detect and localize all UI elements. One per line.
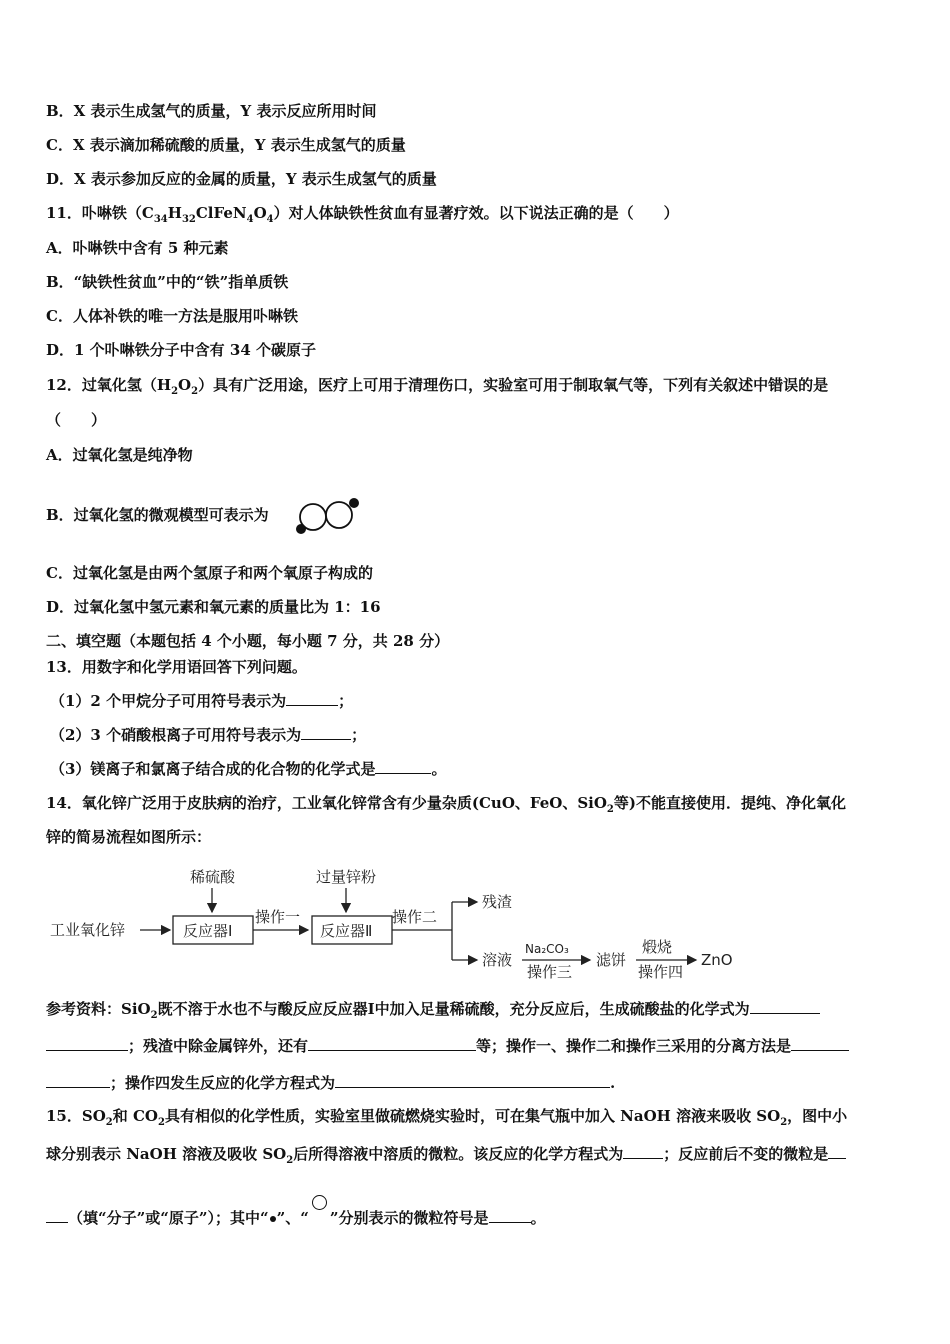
q14-blank-4[interactable] <box>335 1072 610 1088</box>
q14-line3-a: ；操作四发生反应的化学方程式为 <box>110 1074 336 1092</box>
q13-part2 <box>50 724 366 745</box>
q10-option-b: B．X 表示生成氢气的质量，Y 表示反应所用时间 <box>46 102 377 120</box>
q11-option-c: C．人体补铁的唯一方法是服用卟啉铁 <box>46 307 298 325</box>
q13-part2-text: （2）3 个硝酸根离子可用符号表示为 <box>50 726 302 744</box>
q14-stem-sub: 2 <box>606 804 614 815</box>
q11-sub-h: 32 <box>181 214 196 225</box>
hydrogen-atom-right <box>349 498 359 508</box>
reactor-1-label: 反应器Ⅰ <box>183 922 233 940</box>
q11-sub-c: 34 <box>153 214 168 225</box>
q12-option-c: C．过氧化氢是由两个氢原子和两个氧原子构成的 <box>46 564 373 582</box>
flow-start-label: 工业氧化锌 <box>50 921 126 939</box>
q14-stem-pre: 14．氧化锌广泛用于皮肤病的治疗，工业氧化锌常含有少量杂质(CuO、FeO、SiO <box>46 794 607 812</box>
q14-ref-sub: 2 <box>150 1010 158 1021</box>
q13-stem: 13．用数字和化学用语回答下列问题。 <box>46 658 307 676</box>
flow-calcine-label: 煅烧 <box>642 938 673 956</box>
q14-line2 <box>46 1035 849 1056</box>
q15-blank-1[interactable] <box>623 1143 663 1159</box>
section-title: 二、填空题（本题包括 4 个小题，每小题 7 分，共 28 分） <box>46 632 450 650</box>
q15-s1: 15．SO <box>46 1107 106 1125</box>
q11-stem-mid: ClFeN <box>195 204 247 222</box>
q12-stem-o: O <box>178 376 192 394</box>
flow-reagent-label: Na₂CO₃ <box>525 942 569 956</box>
q15-blank-3[interactable] <box>489 1207 531 1223</box>
q13-part2-blank[interactable] <box>301 724 351 740</box>
q14-line3-end: . <box>610 1074 616 1092</box>
q15-line3-end: 。 <box>530 1209 546 1227</box>
q11-stem-h: H <box>167 204 182 222</box>
q15-s3: 具有相似的化学性质，实验室里做硫燃烧实验时，可在集气瓶中加入 NaOH 溶液来吸收 SO <box>164 1107 781 1125</box>
flow-cake-label: 滤饼 <box>596 951 627 969</box>
q15-s4: ，图中小 <box>787 1107 848 1125</box>
q15-s3-sub: 2 <box>780 1117 788 1128</box>
q14-blank-1a[interactable] <box>750 998 820 1014</box>
flow-residue-label: 残渣 <box>482 893 513 911</box>
q11-sub-o: 4 <box>266 214 274 225</box>
q13-part1 <box>50 690 353 711</box>
q11-stem-post: ）对人体缺铁性贫血有显著疗效。以下说法正确的是（ ） <box>273 204 679 222</box>
q14-stem-post: 等)不能直接使用．提纯、净化氧化 <box>613 794 846 812</box>
hydrogen-atom-left <box>296 524 306 534</box>
q15-line3-b: ”、“ <box>276 1209 309 1227</box>
q12-option-d: D．过氧化氢中氢元素和氧元素的质量比为 1：16 <box>46 598 381 616</box>
q15-s1-sub: 2 <box>105 1117 113 1128</box>
q12-sub-o: 2 <box>191 386 199 397</box>
q14-line3 <box>46 1072 615 1093</box>
q15-line2-sub: 2 <box>286 1155 294 1166</box>
q12-option-a: A．过氧化氢是纯净物 <box>46 446 193 464</box>
q13-part2-end: ； <box>351 726 367 744</box>
q13-part1-blank[interactable] <box>286 690 338 706</box>
q13-part3-end: 。 <box>431 760 447 778</box>
h2o2-molecule-model <box>292 494 362 536</box>
q14-blank-3a[interactable] <box>791 1035 849 1051</box>
flow-solution-label: 溶液 <box>482 951 513 969</box>
q14-line2-a: ；残渣中除金属锌外，还有 <box>128 1037 309 1055</box>
q15-line2-a: 球分别表示 NaOH 溶液及吸收 SO <box>46 1145 287 1163</box>
q12-option-b: B．过氧化氢的微观模型可表示为 <box>46 506 269 524</box>
flow-acid-label: 稀硫酸 <box>190 868 236 886</box>
q12-stem-line2: （ ） <box>46 411 107 429</box>
q15-line2-c: ；反应前后不变的微粒是 <box>663 1145 829 1163</box>
q12-stem <box>46 375 828 402</box>
q15-stem <box>46 1106 847 1133</box>
q10-option-d: D．X 表示参加反应的金属的质量，Y 表示生成氢气的质量 <box>46 170 437 188</box>
flow-op4-label: 操作四 <box>638 963 684 981</box>
q15-s2-sub: 2 <box>157 1117 165 1128</box>
q13-part3-blank[interactable] <box>375 758 431 774</box>
flow-zinc-label: 过量锌粉 <box>316 868 377 886</box>
q11-sub-n: 4 <box>246 214 254 225</box>
q14-stem <box>46 793 846 820</box>
q12-stem-post: ）具有广泛用途，医疗上可用于清理伤口，实验室可用于制取氧气等，下列有关叙述中错误的是 <box>198 376 829 394</box>
q13-part3 <box>50 758 446 779</box>
filled-dot-icon <box>270 1216 276 1222</box>
q15-line3-c: ”分别表示的微粒符号是 <box>329 1209 489 1227</box>
q11-option-a: A．卟啉铁中含有 5 种元素 <box>46 239 229 257</box>
q12-sub-h: 2 <box>171 386 179 397</box>
reactor-2-label: 反应器Ⅱ <box>320 922 373 940</box>
q15-line3 <box>46 1207 546 1228</box>
flow-op1-label: 操作一 <box>255 908 301 926</box>
q14-ref-pre: 参考资料：SiO <box>46 1000 151 1018</box>
q11-stem-o: O <box>253 204 267 222</box>
q11-stem-pre: 11．卟啉铁（C <box>46 204 154 222</box>
q15-line2-b: 后所得溶液中溶质的微粒。该反应的化学方程式为 <box>293 1145 624 1163</box>
q11-option-b: B．“缺铁性贫血”中的“铁”指单质铁 <box>46 273 289 291</box>
flow-op3-label: 操作三 <box>527 963 573 981</box>
q12-stem-pre: 12．过氧化氢（H <box>46 376 172 394</box>
q13-part1-end: ； <box>338 692 354 710</box>
q13-part3-text: （3）镁离子和氯离子结合成的化合物的化学式是 <box>50 760 376 778</box>
q15-line3-a: （填“分子”或“原子”）；其中“ <box>68 1209 269 1227</box>
q14-ref-post: 既不溶于水也不与酸反应反应器Ⅰ中加入足量稀硫酸，充分反应后，生成硫酸盐的化学式为 <box>157 1000 750 1018</box>
q10-option-c: C．X 表示滴加稀硫酸的质量，Y 表示生成氢气的质量 <box>46 136 406 154</box>
q14-stem-line2: 锌的简易流程如图所示： <box>46 828 212 846</box>
q11-stem <box>46 203 679 230</box>
q15-blank-2b[interactable] <box>46 1207 68 1223</box>
q14-blank-1b[interactable] <box>46 1035 128 1051</box>
q13-part1-text: （1）2 个甲烷分子可用符号表示为 <box>50 692 287 710</box>
hollow-circle-icon <box>312 1195 327 1210</box>
q15-line2 <box>46 1143 846 1171</box>
q14-blank-2[interactable] <box>308 1035 476 1051</box>
q14-reference <box>46 998 820 1026</box>
oxygen-atom-right <box>326 502 352 528</box>
q14-line2-b: 等；操作一、操作二和操作三采用的分离方法是 <box>476 1037 792 1055</box>
zinc-oxide-flow-diagram <box>40 860 760 985</box>
q15-blank-2a[interactable] <box>828 1143 846 1159</box>
q11-option-d: D．1 个卟啉铁分子中含有 34 个碳原子 <box>46 341 316 359</box>
flow-op2-label: 操作二 <box>392 908 438 926</box>
q14-blank-3b[interactable] <box>46 1072 110 1088</box>
q15-s2: 和 CO <box>112 1107 158 1125</box>
flow-product-label: ZnO <box>701 951 733 969</box>
